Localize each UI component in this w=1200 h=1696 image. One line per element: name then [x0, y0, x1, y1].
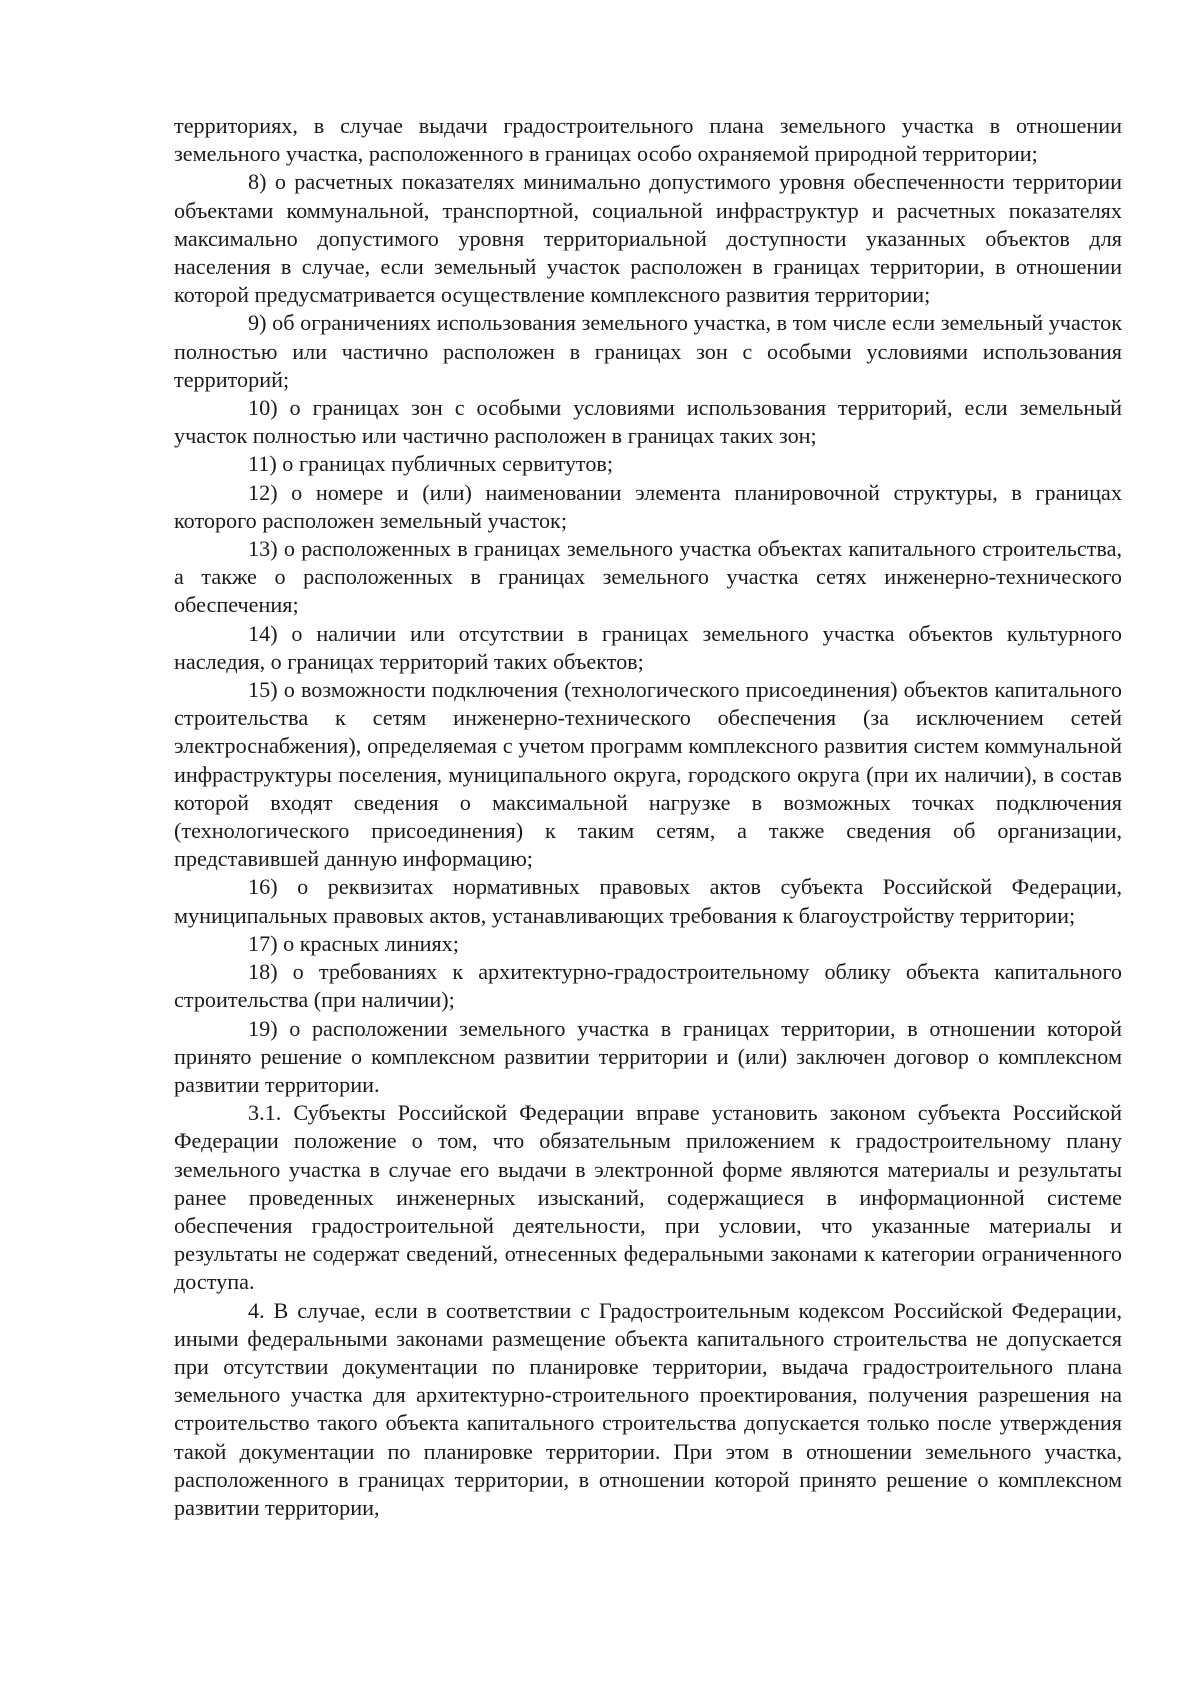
paragraph-section-4: 4. В случае, если в соответствии с Градостроительным кодексом Российской Федерации, иными федеральными законами размещение объекта капитального строительства не допускается при отсутствии документации по планировке территории, выдача градостроительного плана земельного участка для архитектурно-строительного проектирования, получения разрешения на строительство такого объекта капитального строительства допускается только после утверждения такой документации по планировке территории. При этом в отношении земельного участка, расположенного в границах территории, в отношении которой принято решение о комплексном развитии территории,: [174, 1297, 1122, 1520]
paragraph-section-3-1: 3.1. Субъекты Российской Федерации вправе установить законом субъекта Российской Федерации положение о том, что обязательным приложением к градостроительному плану земельного участка в случае его выдачи в электронной форме являются материалы и результаты ранее проведенных инженерных изысканий, содержащиеся в информационной системе обеспечения градостроительной деятельности, при условии, что указанные материалы и результаты не содержат сведений, отнесенных федеральными законами к категории ограниченного доступа.: [174, 1100, 1122, 1295]
paragraph-item-18: 18) о требованиях к архитектурно-градостроительному облику объекта капитального строительства (при наличии);: [174, 959, 1122, 1013]
paragraph-item-19: 19) о расположении земельного участка в границах территории, в отношении которой принято решение о комплексном развитии территории и (или) заключен договор о комплексном развитии территории.: [174, 1015, 1122, 1097]
paragraph-item-10: 10) о границах зон с особыми условиями использования территорий, если земельный участок полностью или частично расположен в границах таких зон;: [174, 395, 1122, 449]
paragraph-item-14: 14) о наличии или отсутствии в границах земельного участка объектов культурного наследия, о границах территорий таких объектов;: [174, 620, 1122, 674]
paragraph-item-12: 12) о номере и (или) наименовании элемента планировочной структуры, в границах которого расположен земельный участок;: [174, 479, 1122, 533]
paragraph-item-17: 17) о красных линиях;: [248, 930, 459, 956]
paragraph-item-8: 8) о расчетных показателях минимально допустимого уровня обеспеченности территории объектами коммунальной, транспортной, социальной инфраструктур и расчетных показателях максимально допустимого уровня территориальной доступности указанных объектов для населения в случае, если земельный участок расположен в границах территории, в отношении которой предусматривается осуществление комплексного развития территории;: [174, 169, 1122, 308]
paragraph-item-13: 13) о расположенных в границах земельного участка объектах капитального строительства, а также о расположенных в границах земельного участка сетях инженерно-технического обеспечения;: [174, 536, 1122, 618]
paragraph-continuation: территориях, в случае выдачи градостроительного плана земельного участка в отношении земельного участка, расположенного в границах особо охраняемой природной территории;: [174, 113, 1122, 167]
paragraph-item-11: 11) о границах публичных сервитутов;: [248, 451, 614, 477]
document-page: [174, 112, 1122, 1522]
paragraph-item-9: 9) об ограничениях использования земельного участка, в том числе если земельный участок полностью или частично расположен в границах зон с особыми условиями использования территорий;: [174, 310, 1122, 392]
paragraph-item-16: 16) о реквизитах нормативных правовых актов субъекта Российской Федерации, муниципальных правовых актов, устанавливающих требования к благоустройству территории;: [174, 874, 1122, 928]
paragraph-item-15: 15) о возможности подключения (технологического присоединения) объектов капитального строительства к сетям инженерно-технического обеспечения (за исключением сетей электроснабжения), определяемая с учетом программ комплексного развития систем коммунальной инфраструктуры поселения, муниципального округа, городского округа (при их наличии), в состав которой входят сведения о максимальной нагрузке в возможных точках подключения (технологического присоединения) к таким сетям, а также сведения об организации, представившей данную информацию;: [174, 677, 1122, 872]
